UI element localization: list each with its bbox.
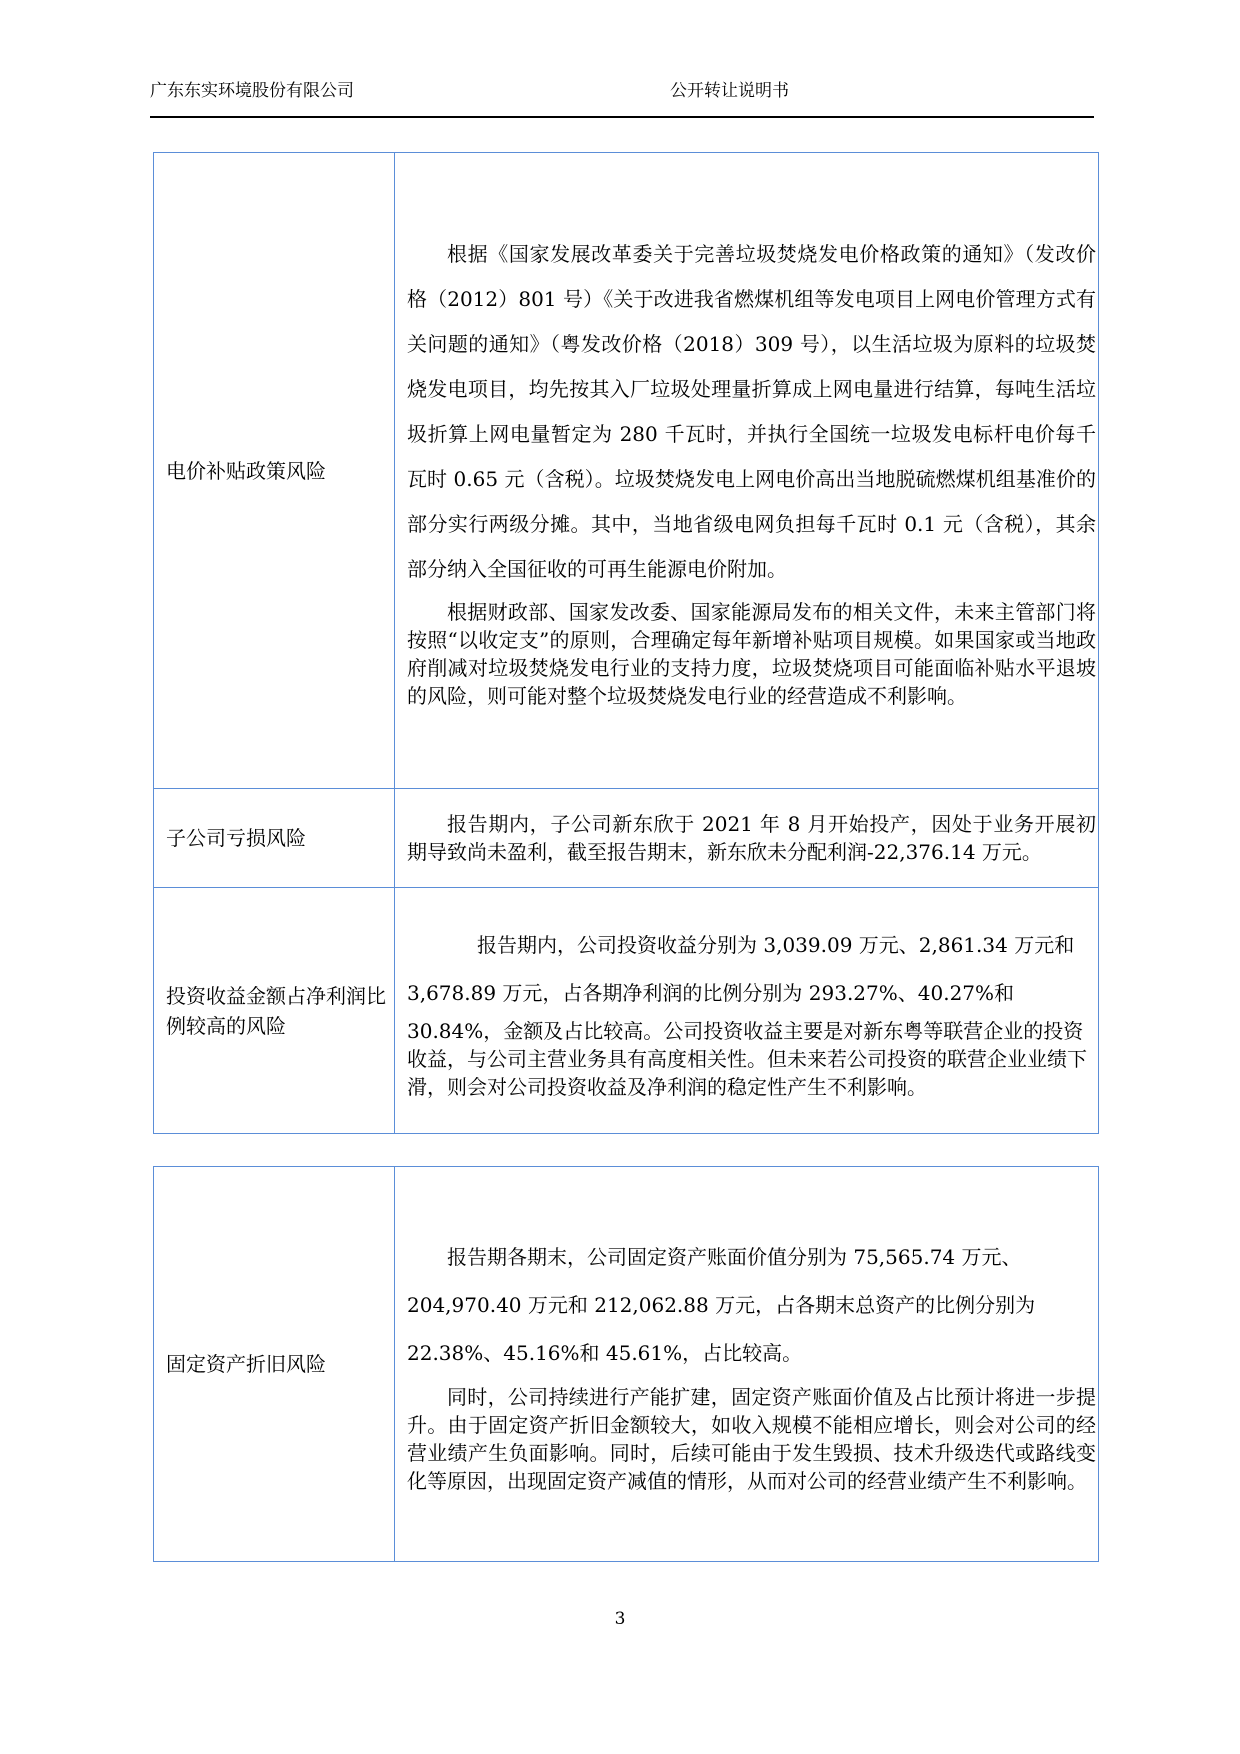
risk-label: 固定资产折旧风险 [154, 1167, 395, 1562]
risk-table-1 [153, 152, 1099, 1134]
page-number: 3 [614, 1609, 626, 1629]
risk-paragraph: 204,970.40 万元和 212,062.88 万元，占各期末总资产的比例分别为 [407, 1293, 1036, 1317]
risk-paragraph: 根据财政部、国家发改委、国家能源局发布的相关文件，未来主管部门将按照“以收定支”的原则，合理确定每年新增补贴项目规模。如果国家或当地政府削减对垃圾焚烧发电行业的支持力度，垃圾焚烧项目可能面临补贴水平退坡的风险，则可能对整个垃圾焚烧发电行业的经营造成不利影响。 [407, 599, 1096, 708]
table-row [154, 153, 1099, 789]
risk-label: 电价补贴政策风险 [154, 153, 395, 789]
risk-description [395, 153, 1099, 789]
risk-label: 子公司亏损风险 [154, 789, 395, 888]
risk-paragraph: 报告期各期末，公司固定资产账面价值分别为 75,565.74 万元、 [447, 1245, 1022, 1269]
risk-paragraph: 报告期内，子公司新东欣于 2021 年 8 月开始投产，因处于业务开展初期导致尚未盈利，截至报告期末，新东欣未分配利润-22,376.14 万元。 [407, 812, 1096, 864]
table-row [154, 789, 1099, 888]
risk-paragraph: 根据《国家发展改革委关于完善垃圾焚烧发电价格政策的通知》（发改价格（2012）801 号）《关于改进我省燃煤机组等发电项目上网电价管理方式有关问题的通知》（粤发改价格（2018）309 号），以生活垃圾为原料的垃圾焚烧发电项目，均先按其入厂垃圾处理量折算成上网电量进行结算，每吨生活垃圾折算上网电量暂定为 280 千瓦时，并执行全国统一垃圾发电标杆电价每千瓦时 0.65 元（含税）。垃圾焚烧发电上网电价高出当地脱硫燃煤机组基准价的部分实行两级分摊。其中，当地省级电网负担每千瓦时 0.1 元（含税），其余部分纳入全国征收的可再生能源电价附加。 [407, 241, 1096, 581]
risk-description [395, 888, 1099, 1134]
risk-label: 投资收益金额占净利润比例较高的风险 [154, 888, 395, 1134]
risk-paragraph: 同时，公司持续进行产能扩建，固定资产账面价值及占比预计将进一步提升。由于固定资产折旧金额较大，如收入规模不能相应增长，则会对公司的经营业绩产生负面影响。同时，后续可能由于发生毁损、技术升级迭代或路线变化等原因，出现固定资产减值的情形，从而对公司的经营业绩产生不利影响。 [407, 1385, 1096, 1493]
risk-paragraph: 3,678.89 万元，占各期净利润的比例分别为 293.27%、40.27%和 [407, 980, 1015, 1005]
table-row [154, 1167, 1099, 1562]
risk-paragraph: 22.38%、45.16%和 45.61%，占比较高。 [407, 1341, 803, 1365]
risk-table-2 [153, 1166, 1099, 1562]
risk-description [395, 1167, 1099, 1562]
risk-paragraph: 报告期内，公司投资收益分别为 3,039.09 万元、2,861.34 万元和 [477, 932, 1075, 957]
page-header [150, 70, 1094, 118]
table-row [154, 888, 1099, 1134]
document-title: 公开转让说明书 [670, 81, 789, 101]
company-name: 广东东实环境股份有限公司 [150, 81, 354, 101]
risk-description [395, 789, 1099, 888]
risk-paragraph: 30.84%，金额及占比较高。公司投资收益主要是对新东粤等联营企业的投资收益，与公司主营业务具有高度相关性。但未来若公司投资的联营企业业绩下滑，则会对公司投资收益及净利润的稳定性产生不利影响。 [407, 1018, 1087, 1099]
